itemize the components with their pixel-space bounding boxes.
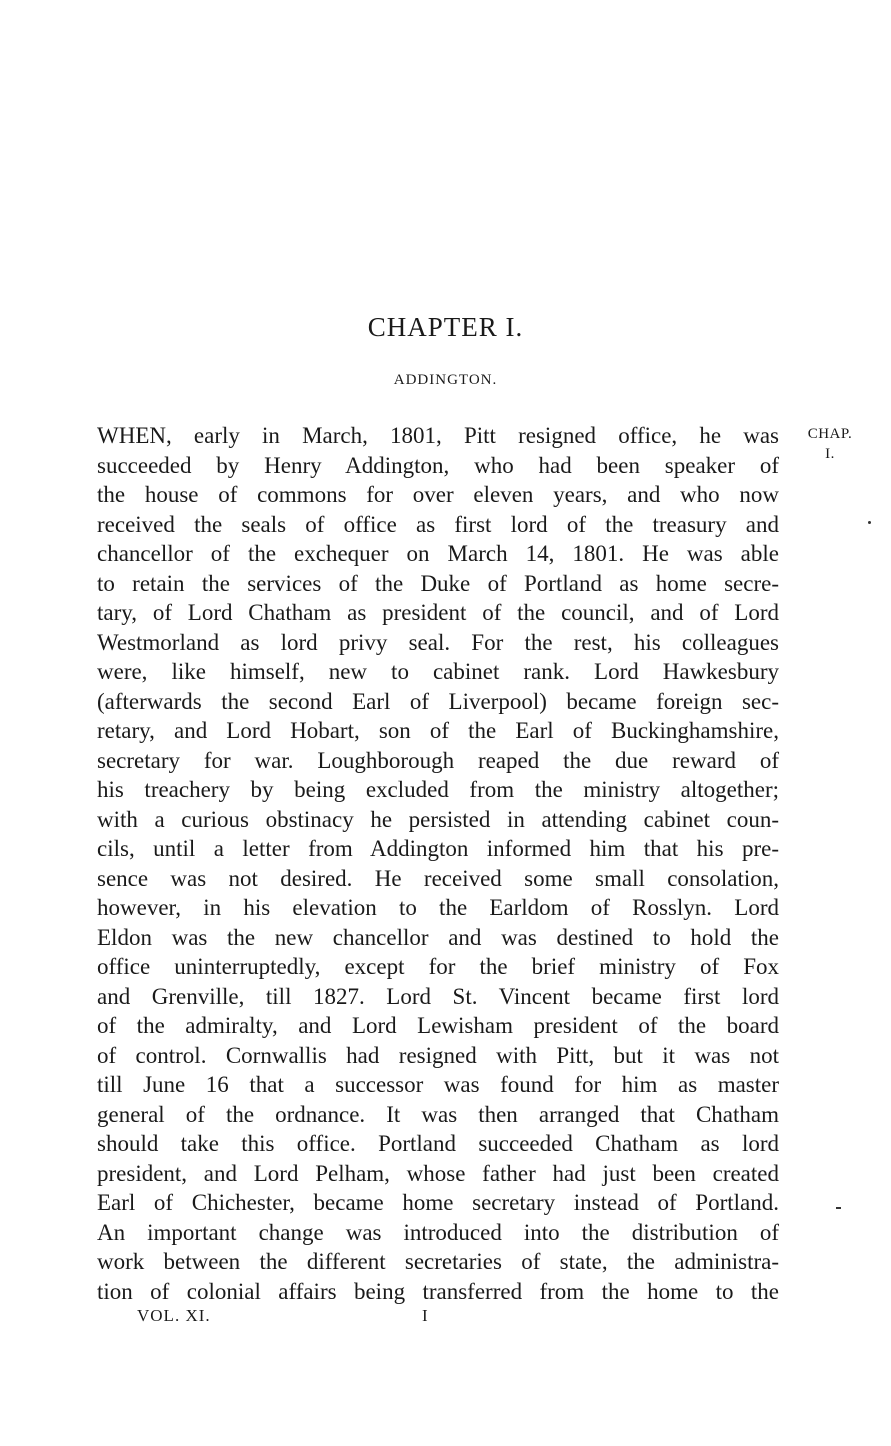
- text-line: Westmorland as lord privy seal. For the rest, his colleagues: [97, 629, 779, 655]
- margin-note-number: I.: [825, 446, 835, 462]
- text-line: succeeded by Henry Addington, who had been speaker of: [97, 452, 779, 478]
- text-line: (afterwards the second Earl of Liverpool) became foreign sec-: [97, 688, 779, 714]
- text-line: with a curious obstinacy he persisted in attending cabinet coun-: [97, 806, 779, 832]
- text-line: Eldon was the new chancellor and was destined to hold the: [97, 924, 779, 950]
- margin-note-chap: CHAP.: [807, 426, 853, 442]
- text-line: should take this office. Portland succeeded Chatham as lord: [97, 1131, 779, 1156]
- text-line: tion of colonial affairs being transferred from the home to the: [97, 1278, 779, 1304]
- text-line: work between the different secretaries of state, the administra-: [97, 1249, 779, 1274]
- text-line: sence was not desired. He received some small consolation,: [97, 865, 779, 891]
- text-line: general of the ordnance. It was then arranged that Chatham: [97, 1101, 779, 1127]
- ink-speck: [868, 521, 871, 524]
- margin-note: [795, 424, 865, 464]
- text-line: to retain the services of the Duke of Portland as home secre-: [97, 570, 779, 596]
- text-line: however, in his elevation to the Earldom of Rosslyn. Lord: [97, 895, 779, 920]
- text-line: cils, until a letter from Addington informed him that his pre-: [97, 836, 779, 861]
- text-line: till June 16 that a successor was found for him as master: [97, 1072, 779, 1097]
- text-line: were, like himself, new to cabinet rank. Lord Hawkesbury: [97, 659, 779, 684]
- text-line: and Grenville, till 1827. Lord St. Vincent became first lord: [97, 983, 779, 1009]
- ink-speck: [836, 1207, 841, 1209]
- text-line: WHEN, early in March, 1801, Pitt resigned office, he was: [97, 423, 779, 448]
- text-line: of the admiralty, and Lord Lewisham president of the board: [97, 1013, 779, 1038]
- text-line: the house of commons for over eleven years, and who now: [97, 482, 779, 507]
- text-line: Earl of Chichester, became home secretary instead of Portland.: [97, 1190, 779, 1215]
- text-line: tary, of Lord Chatham as president of the council, and of Lord: [97, 600, 779, 625]
- gathering-signature-mark: I: [422, 1306, 428, 1325]
- chapter-title: CHAPTER I.: [367, 312, 524, 342]
- text-line: office uninterruptedly, except for the brief ministry of Fox: [97, 954, 779, 979]
- body-text: [97, 421, 779, 1306]
- text-line: received the seals of office as first lord of the treasury and: [97, 511, 779, 537]
- chapter-subtitle: ADDINGTON.: [393, 372, 498, 388]
- text-line: retary, and Lord Hobart, son of the Earl of Buckinghamshire,: [97, 718, 779, 743]
- text-line: of control. Cornwallis had resigned with Pitt, but it was not: [97, 1042, 779, 1068]
- text-line: An important change was introduced into the distribution of: [97, 1219, 779, 1245]
- text-line: his treachery by being excluded from the ministry altogether;: [97, 777, 779, 802]
- text-line: chancellor of the exchequer on March 14, 1801. He was able: [97, 541, 779, 566]
- text-line: secretary for war. Loughborough reaped the due reward of: [97, 747, 779, 773]
- volume-signature-mark: VOL. XI.: [137, 1306, 211, 1325]
- text-line: president, and Lord Pelham, whose father had just been created: [97, 1160, 779, 1186]
